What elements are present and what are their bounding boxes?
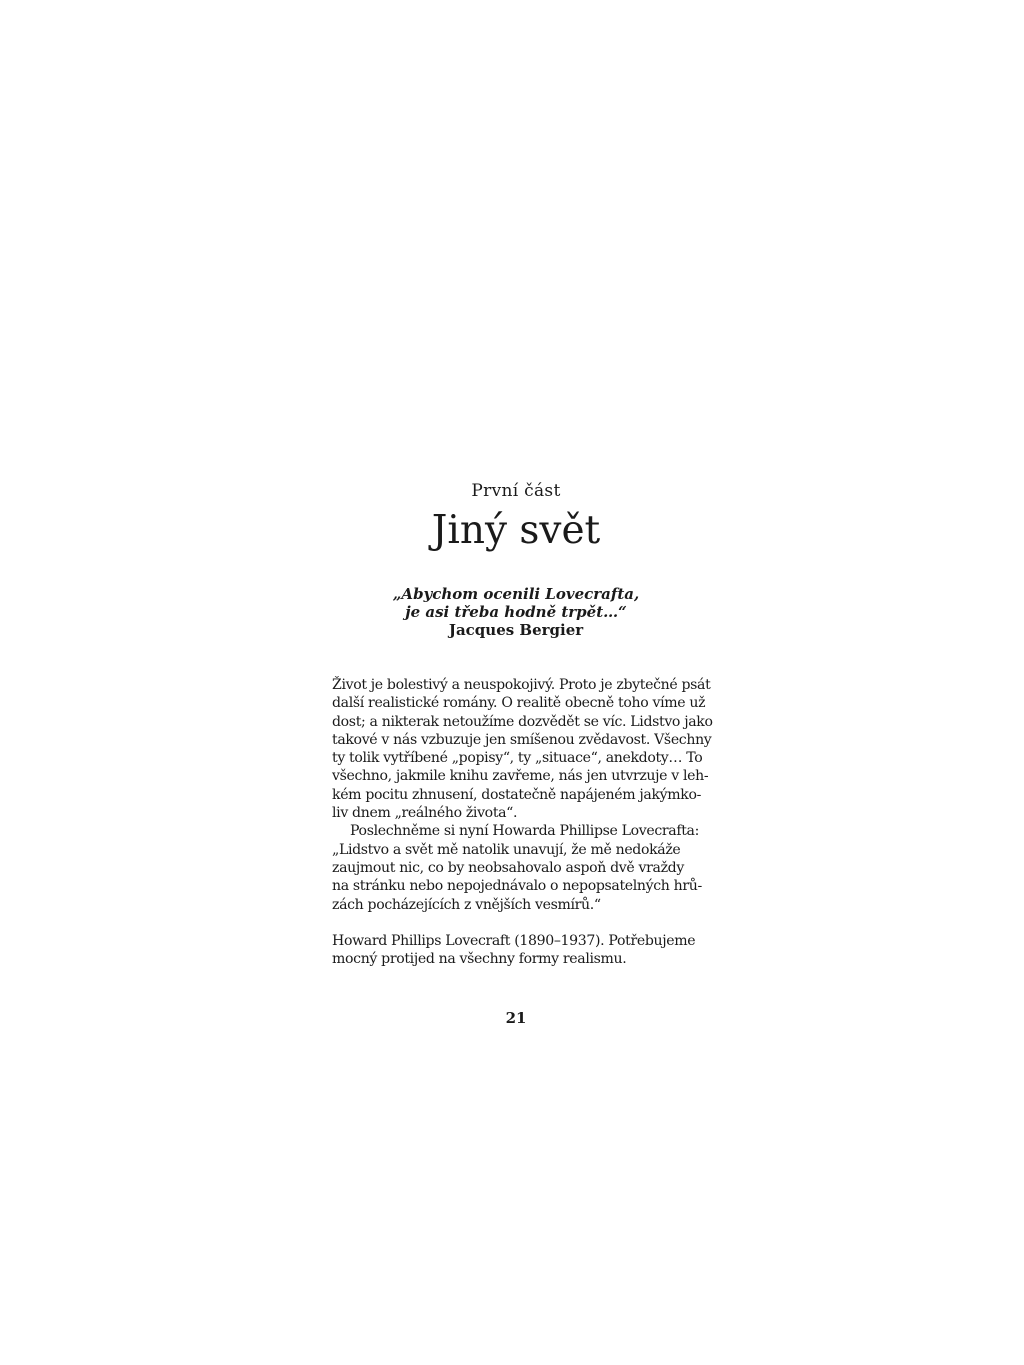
epigraph (0, 585, 1024, 639)
epigraph-author: Jacques Bergier (448, 621, 584, 639)
text-line: kém pocitu zhnusení, dostatečně napájeném jakýmko- (332, 786, 702, 803)
page-number: 21 (505, 1009, 527, 1027)
text-line: Život je bolestivý a neuspokojivý. Proto je zbytečné psát (332, 677, 711, 693)
text-line: takové v nás vzbuzuje jen smíšenou zvědavost. Všechny (332, 731, 712, 748)
chapter-title: Jiný svět (431, 508, 601, 553)
text-line: mocný protijed na všechny formy realismu. (332, 951, 627, 968)
epigraph-quote-line: „Abychom ocenili Lovecrafta, (392, 585, 640, 603)
text-line: ty tolik vytříbené „popisy“, ty „situace“, anekdoty… To (332, 750, 703, 767)
part-label: První část (471, 481, 561, 501)
text-line: další realistické romány. O realitě obecně toho víme už (332, 695, 706, 712)
text-line: dost; a nikterak netoužíme dozvědět se víc. Lidstvo jako (332, 713, 713, 730)
text-line: Poslechněme si nyní Howarda Phillipse Lovecrafta: (350, 823, 699, 840)
paragraph-gap (332, 914, 704, 932)
paragraph-2 (332, 822, 704, 913)
text-line: liv dnem „reálného života“. (332, 805, 518, 822)
text-line: zách pocházejících z vnějších vesmírů.“ (332, 896, 601, 913)
paragraph-3 (332, 932, 704, 969)
body-text (332, 676, 713, 968)
text-line: na stránku nebo nepojednávalo o nepopsatelných hrů- (332, 878, 702, 895)
paragraph-1 (332, 676, 713, 822)
text-line: zaujmout nic, co by neobsahovalo aspoň dvě vraždy (332, 859, 684, 876)
text-line: Howard Phillips Lovecraft (1890–1937). Potřebujeme (332, 932, 696, 949)
text-line: „Lidstvo a svět mě natolik unavují, že mě nedokáže (332, 841, 681, 858)
epigraph-quote-line: je asi třeba hodně trpět…“ (405, 603, 627, 621)
text-line: všechno, jakmile knihu zavřeme, nás jen utvrzuje v leh- (332, 768, 709, 785)
